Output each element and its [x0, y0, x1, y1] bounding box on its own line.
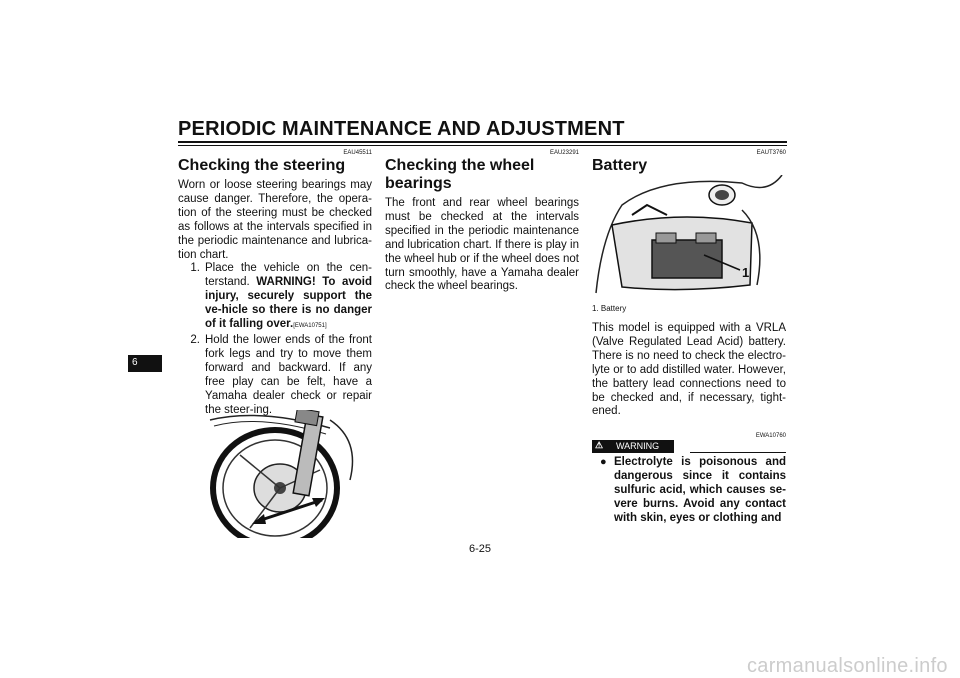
header-rule	[178, 141, 787, 143]
step-2	[178, 334, 372, 417]
section-code: EAU23291	[549, 150, 579, 156]
header-rule-thin	[178, 145, 787, 146]
watermark: carmanualsonline.info	[747, 655, 948, 677]
section-code: EAUT3760	[756, 150, 786, 156]
warning-badge	[592, 440, 674, 453]
page-number: 6-25	[469, 543, 492, 555]
page-header-title: PERIODIC MAINTENANCE AND ADJUSTMENT	[178, 118, 625, 140]
section-code: EAU45511	[343, 150, 372, 156]
warning-label: WARNING	[616, 441, 660, 451]
section-heading: Battery	[592, 157, 648, 174]
front-wheel-illustration	[200, 410, 370, 538]
steering-intro: Worn or loose steering bearings may cause danger. Therefore, the opera-tion of the steering must be checked as follows at the intervals specified in the periodic maintenance and lubrica-tion chart.	[178, 179, 372, 261]
step-number: 1.	[190, 262, 200, 275]
step-text	[205, 262, 372, 334]
wheel-bearings-body: The front and rear wheel bearings must be checked at the intervals specified in the periodic maintenance and lubrication chart. If there is play in the wheel hub or if the wheel does not turn smoothly, have a Yamaha dealer check the wheel bearings.	[385, 197, 579, 293]
warning-text: Electrolyte is poisonous and dangerous since it contains sulfuric acid, which causes se-vere burns. Avoid any contact with skin, eyes or clothing and	[614, 456, 786, 524]
steering-section	[178, 150, 372, 417]
section-heading: Checking the steering	[178, 157, 346, 174]
warning-ref: [EWA10751]	[293, 323, 327, 330]
warning-rule	[690, 452, 786, 453]
step-1-warning: WARNING! To avoid injury, securely support the ve-hicle so there is no danger of it falling over.	[205, 276, 373, 331]
chapter-tab	[128, 355, 162, 372]
warning-icon: ⚠	[595, 440, 604, 450]
step-1	[178, 262, 372, 334]
battery-illustration	[592, 175, 786, 297]
step-1-text: Place the vehicle on the cen-terstand.	[205, 262, 372, 289]
section-heading: Checking the wheel bearings	[385, 157, 535, 192]
warning-item	[600, 456, 786, 526]
figure-caption: 1. Battery	[592, 304, 627, 313]
step-number: 2.	[190, 333, 200, 346]
wheel-bearings-section	[385, 150, 579, 294]
chapter-tab-number: 6	[132, 357, 138, 368]
warning-code: EWA10760	[755, 433, 786, 439]
bullet-icon: ●	[600, 456, 607, 468]
step-2-text: Hold the lower ends of the front fork legs and try to move them forward and backward. If any free play can be felt, have a Yamaha dealer check or repair the steer-ing.	[205, 333, 372, 416]
battery-body: This model is equipped with a VRLA (Valve Regulated Lead Acid) battery. There is no need to check the electro-lyte or to add distilled water. However, the battery lead connections need to be checked and, if necessary, tight-ened.	[592, 322, 786, 418]
callout-number: 1	[742, 265, 750, 280]
